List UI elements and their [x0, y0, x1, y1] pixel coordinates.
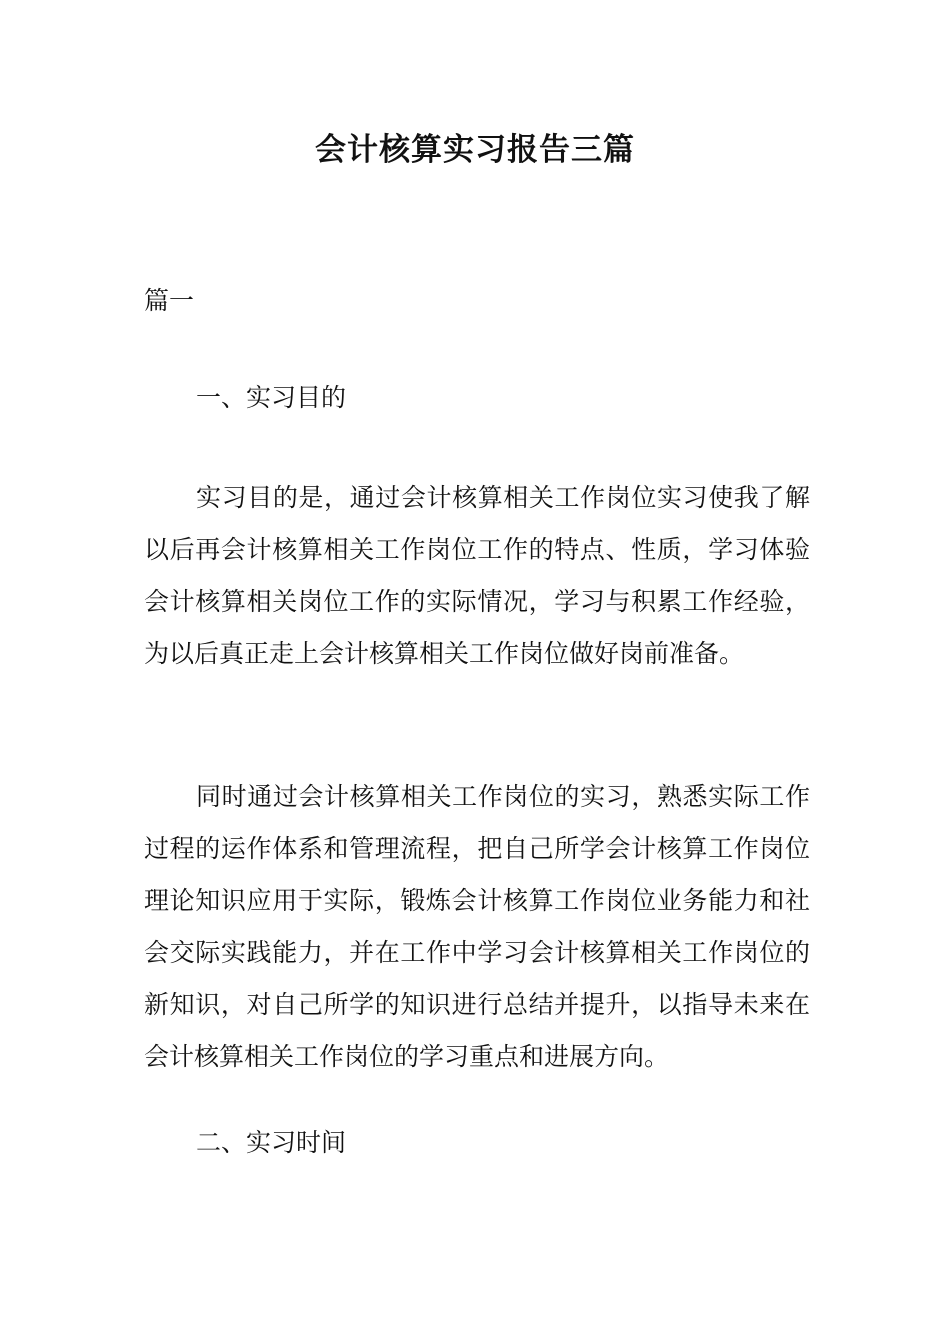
paragraph-purpose: 实习目的是，通过会计核算相关工作岗位实习使我了解以后再会计核算相关工作岗位工作的特点、性质，学习体验会计核算相关岗位工作的实际情况，学习与积累工作经验，为以后真正走上会计核算相关工作岗位做好岗前准备。 [144, 483, 810, 668]
section-label: 篇一 [144, 286, 195, 315]
document-title: 会计核算实习报告三篇 [315, 132, 635, 168]
paragraph-practice: 同时通过会计核算相关工作岗位的实习，熟悉实际工作过程的运作体系和管理流程，把自己所学会计核算工作岗位理论知识应用于实际，锻炼会计核算工作岗位业务能力和社会交际实践能力，并在工作中学习会计核算相关工作岗位的新知识，对自己所学的知识进行总结并提升，以指导未来在会计核算相关工作岗位的学习重点和进展方向。 [144, 782, 810, 1071]
heading-internship-time: 二、实习时间 [196, 1128, 347, 1157]
heading-internship-purpose: 一、实习目的 [196, 383, 347, 412]
